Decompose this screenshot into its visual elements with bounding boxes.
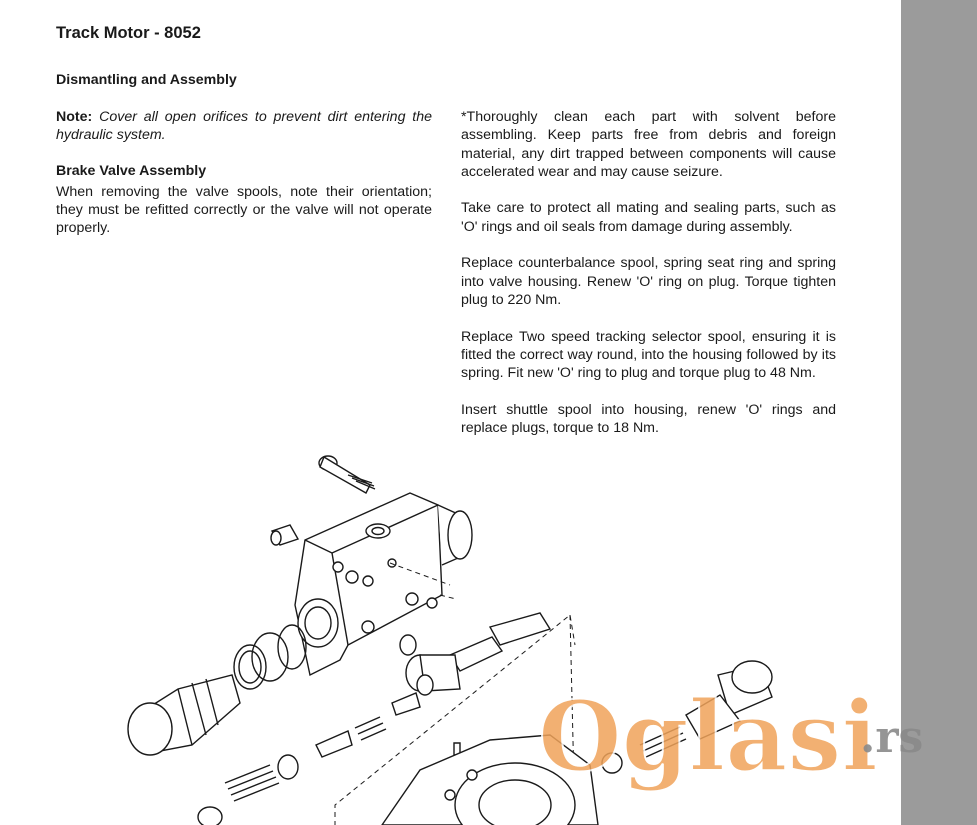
note-label: Note: bbox=[56, 109, 93, 125]
brake-valve-paragraph: When removing the valve spools, note their orientation; they must be refitted correctly or the valve will not operate properly. bbox=[56, 184, 432, 236]
note-paragraph bbox=[56, 108, 432, 144]
paragraph-two-speed-spool: Replace Two speed tracking selector spool, ensuring it is fitted the correct way round, into the housing followed by its spring. Fit new 'O' ring to plug and torque plug to 48 Nm. bbox=[461, 328, 836, 382]
cap-screw bbox=[319, 456, 375, 493]
oglasi-watermark bbox=[538, 672, 938, 792]
left-column bbox=[56, 108, 432, 237]
large-plug bbox=[128, 675, 240, 755]
spool bbox=[406, 613, 550, 695]
paragraph-counterbalance-spool: Replace counterbalance spool, spring seat ring and spring into valve housing. Renew 'O' ring on plug. Torque tighten plug to 220 Nm. bbox=[461, 255, 836, 308]
small-plug bbox=[271, 525, 298, 545]
watermark-brand: Oglasi bbox=[538, 680, 878, 792]
section-title: Dismantling and Assembly bbox=[56, 72, 237, 88]
document-title: Track Motor - 8052 bbox=[56, 24, 201, 42]
subsection-title: Brake Valve Assembly bbox=[56, 163, 207, 179]
watermark-suffix: .rs bbox=[860, 712, 924, 763]
valve-housing bbox=[295, 493, 472, 675]
paragraph-shuttle-spool: Insert shuttle spool into housing, renew 'O' rings and replace plugs, torque to 18 Nm. bbox=[461, 401, 836, 437]
note-text: Cover all open orifices to prevent dirt entering the hydraulic system. bbox=[56, 109, 432, 143]
right-column bbox=[461, 108, 836, 456]
paragraph-protect-seals: Take care to protect all mating and sealing parts, such as 'O' rings and oil seals from damage during assembly. bbox=[461, 200, 836, 235]
paragraph-clean-parts: *Thoroughly clean each part with solvent before assembling. Keep parts free from debris and foreign material, any dirt trapped between components will cause accelerated wear and may cause seizure. bbox=[461, 109, 836, 180]
